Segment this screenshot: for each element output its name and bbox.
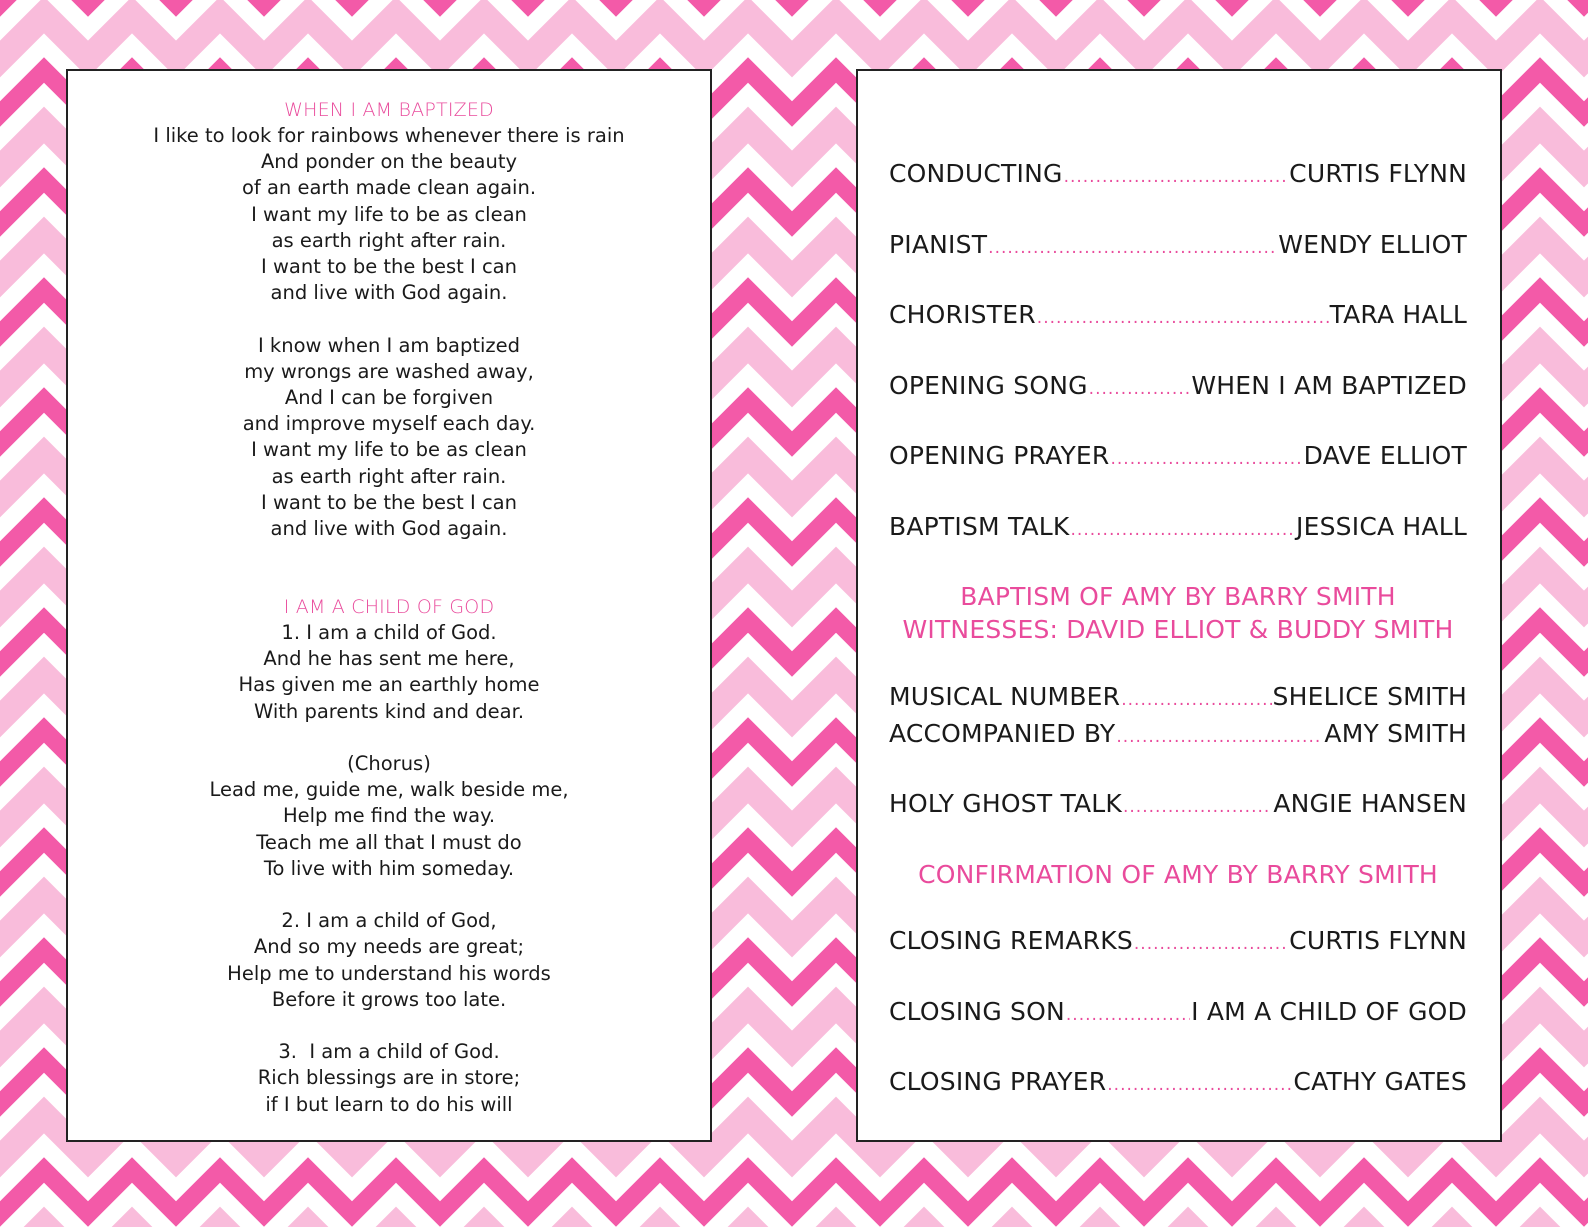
stanza-break bbox=[68, 882, 710, 908]
program-row bbox=[889, 1065, 1467, 1102]
lyric-line: as earth right after rain. bbox=[271, 228, 507, 252]
lyric-line: 3. I am a child of God. bbox=[278, 1040, 500, 1064]
lyric-line: With parents kind and dear. bbox=[253, 699, 525, 723]
lyric-line: And so my needs are great; bbox=[253, 935, 525, 959]
program-person: TARA HALL bbox=[1329, 300, 1467, 329]
lyric-line: Rich blessings are in store; bbox=[257, 1066, 521, 1090]
dot-leader bbox=[1071, 510, 1296, 547]
song-lyrics bbox=[68, 620, 710, 1118]
lyric-line: Has given me an earthly home bbox=[238, 673, 540, 697]
song-title: I AM A CHILD OF GOD bbox=[283, 596, 495, 618]
lyric-line: if I but learn to do his will bbox=[265, 1092, 513, 1116]
program-row bbox=[889, 157, 1467, 194]
program-person: JESSICA HALL bbox=[1296, 511, 1467, 541]
dot-leader bbox=[1121, 680, 1271, 717]
lyric-line: I want my life to be as clean bbox=[251, 202, 527, 226]
songs-panel bbox=[66, 69, 712, 1142]
program-person: WENDY ELLIOT bbox=[1278, 229, 1467, 259]
lyric-line: And ponder on the beauty bbox=[260, 150, 518, 174]
program-role: OPENING SONG bbox=[889, 370, 1088, 400]
program-person: WHEN I AM BAPTIZED bbox=[1191, 370, 1467, 400]
lyric-line: Teach me all that I must do bbox=[256, 830, 522, 854]
song-lyrics bbox=[68, 123, 710, 542]
program-role: CLOSING PRAYER bbox=[889, 1067, 1107, 1096]
program-role: BAPTISM TALK bbox=[889, 511, 1070, 541]
lyric-line: And I can be forgiven bbox=[284, 386, 494, 410]
dot-leader bbox=[1037, 298, 1329, 335]
song-title: WHEN I AM BAPTIZED bbox=[284, 99, 494, 121]
program-person: CURTIS FLYNN bbox=[1289, 926, 1467, 955]
lyric-line: I know when I am baptized bbox=[257, 333, 520, 357]
program-role: CLOSING REMARKS bbox=[889, 926, 1133, 955]
lyric-line: and live with God again. bbox=[270, 517, 508, 541]
program-person: ANGIE HANSEN bbox=[1273, 789, 1467, 818]
program-role: OPENING PRAYER bbox=[889, 441, 1110, 470]
lyric-line: 1. I am a child of God. bbox=[281, 621, 497, 644]
lyric-line: And he has sent me here, bbox=[263, 647, 515, 671]
lyric-line: Lead me, guide me, walk beside me, bbox=[209, 778, 569, 802]
program-role: ACCOMPANIED BY bbox=[889, 718, 1116, 748]
program-row bbox=[889, 995, 1467, 1032]
lyric-line: and improve myself each day. bbox=[242, 412, 536, 436]
ordinance-heading bbox=[889, 858, 1467, 891]
ordinance-line: CONFIRMATION OF AMY BY BARRY SMITH bbox=[918, 859, 1438, 889]
program-person: CURTIS FLYNN bbox=[1289, 159, 1467, 188]
lyric-line: of an earth made clean again. bbox=[241, 176, 537, 200]
lyric-line: Before it grows too late. bbox=[271, 987, 507, 1011]
program-role: PIANIST bbox=[889, 229, 988, 259]
dot-leader bbox=[1134, 924, 1288, 961]
program-person: AMY SMITH bbox=[1324, 718, 1467, 748]
lyric-line: my wrongs are washed away, bbox=[244, 359, 534, 383]
ordinance-line: WITNESSES: DAVID ELLIOT & BUDDY SMITH bbox=[902, 615, 1454, 644]
stanza-break bbox=[68, 725, 710, 751]
lyric-line: I want to be the best I can bbox=[261, 490, 517, 514]
program-person: DAVE ELLIOT bbox=[1303, 441, 1467, 470]
lyric-line: 2. I am a child of God, bbox=[281, 909, 497, 933]
program-panel bbox=[856, 69, 1502, 1142]
program-row bbox=[889, 439, 1467, 476]
program-person: I AM A CHILD OF GOD bbox=[1191, 996, 1467, 1026]
dot-leader bbox=[1064, 157, 1289, 194]
lyric-line: Help me find the way. bbox=[282, 804, 496, 828]
program-row bbox=[889, 510, 1467, 547]
dot-leader bbox=[1066, 995, 1190, 1032]
program-person: SHELICE SMITH bbox=[1272, 681, 1467, 711]
program-role: HOLY GHOST TALK bbox=[889, 789, 1122, 818]
ordinance-heading bbox=[889, 580, 1467, 646]
program-person: CATHY GATES bbox=[1293, 1067, 1467, 1096]
dot-leader bbox=[1110, 439, 1302, 476]
program-row bbox=[889, 717, 1467, 754]
lyric-line: Help me to understand his words bbox=[227, 961, 551, 985]
chevron-stripe bbox=[0, 1170, 1588, 1214]
ordinance-line: BAPTISM OF AMY BY BARRY SMITH bbox=[960, 582, 1396, 611]
dot-leader bbox=[988, 228, 1277, 265]
song-when-i-am-baptized bbox=[68, 97, 710, 542]
lyric-line: (Chorus) bbox=[347, 752, 431, 775]
program-list bbox=[889, 157, 1467, 1102]
program-group bbox=[889, 680, 1467, 754]
program-row bbox=[889, 924, 1467, 961]
lyric-line: To live with him someday. bbox=[263, 856, 515, 880]
program-role: CHORISTER bbox=[889, 300, 1036, 329]
dot-leader bbox=[1089, 369, 1191, 406]
lyric-line: I like to look for rainbows whenever there is rain bbox=[153, 124, 625, 147]
program-role: MUSICAL NUMBER bbox=[889, 681, 1121, 711]
stanza-break bbox=[68, 1013, 710, 1039]
chevron-stripe bbox=[0, 15, 1588, 59]
dot-leader bbox=[1116, 717, 1323, 754]
program-row bbox=[889, 787, 1467, 824]
program-role: CLOSING SON bbox=[889, 996, 1065, 1026]
lyric-line: I want my life to be as clean bbox=[251, 438, 527, 462]
dot-leader bbox=[1107, 1065, 1292, 1102]
song-i-am-a-child-of-god bbox=[68, 594, 710, 1118]
dot-leader bbox=[1123, 787, 1272, 824]
stanza-break bbox=[68, 306, 710, 332]
program-row bbox=[889, 298, 1467, 335]
program-role: CONDUCTING bbox=[889, 159, 1063, 188]
chevron-stripe bbox=[0, 0, 1588, 4]
program-row bbox=[889, 680, 1467, 717]
lyric-line: and live with God again. bbox=[270, 281, 508, 305]
lyric-line: as earth right after rain. bbox=[271, 464, 507, 488]
program-row bbox=[889, 228, 1467, 265]
lyric-line: I want to be the best I can bbox=[261, 255, 517, 279]
program-row bbox=[889, 369, 1467, 406]
